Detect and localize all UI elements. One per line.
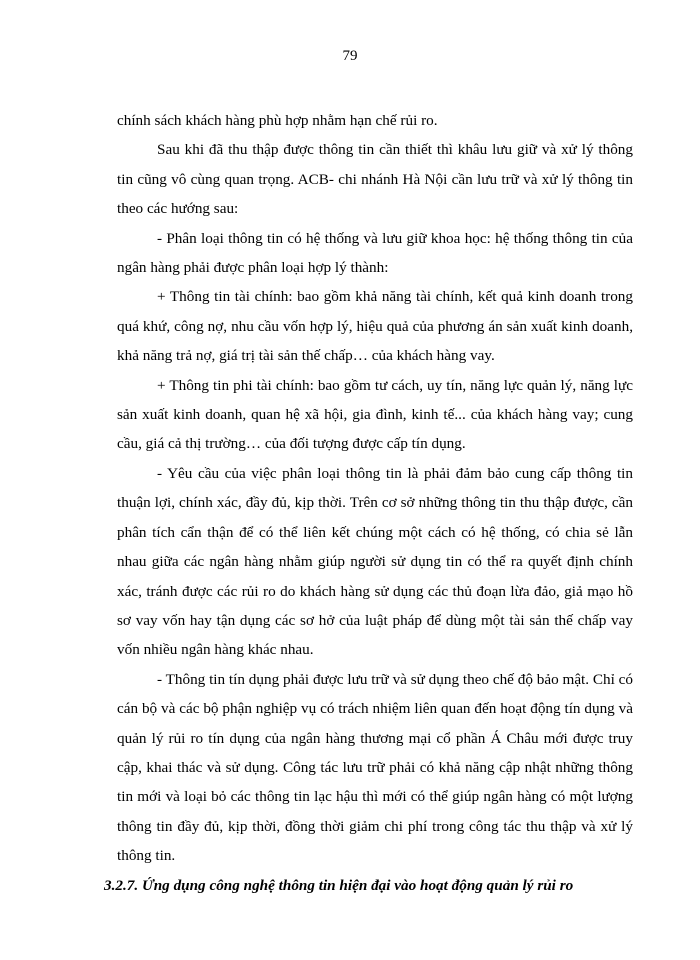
body-text	[104, 106, 633, 900]
paragraph-4: + Thông tin tài chính: bao gồm khả năng tài chính, kết quả kinh doanh trong quá khứ, công nợ, nhu cầu vốn hợp lý, hiệu quả của phương án sản xuất kinh doanh, khả năng trả nợ, giá trị tài sản thế chấp… của khách hàng vay.	[117, 288, 633, 365]
paragraph-3: - Phân loại thông tin có hệ thống và lưu giữ khoa học: hệ thống thông tin của ngân hàng phải được phân loại hợp lý thành:	[117, 229, 633, 277]
paragraph-1: chính sách khách hàng phù hợp nhằm hạn chế rủi ro.	[117, 112, 438, 129]
paragraph-5: + Thông tin phi tài chính: bao gồm tư cách, uy tín, năng lực quản lý, năng lực sản xuất kinh doanh, quan hệ xã hội, gia đình, kinh tế... của khách hàng vay; cung cầu, giá cả thị trường… của đối tượng được cấp tín dụng.	[117, 376, 633, 453]
paragraph-2: Sau khi đã thu thập được thông tin cần thiết thì khâu lưu giữ và xử lý thông tin cũng vô cùng quan trọng. ACB- chi nhánh Hà Nội cần lưu trữ và xử lý thông tin theo các hướng sau:	[117, 141, 633, 218]
page-number: 79	[342, 48, 358, 64]
paragraph-6: - Yêu cầu của việc phân loại thông tin là phải đảm bảo cung cấp thông tin thuận lợi, chính xác, đầy đủ, kịp thời. Trên cơ sở những thông tin thu thập được, cần phân tích cẩn thận để có thể liên kết chúng một cách có hệ thống, có chia sẻ lẫn nhau giữa các ngân hàng nhằm giúp người sử dụng tin có thể ra quyết định chính xác, tránh được các rủi ro do khách hàng sử dụng các thủ đoạn lừa đảo, giả mạo hồ sơ vay vốn hay tận dụng các sơ hở của luật pháp để dùng một tài sản thế chấp vay vốn nhiều ngân hàng khác nhau.	[117, 464, 633, 659]
paragraph-7: - Thông tin tín dụng phải được lưu trữ và sử dụng theo chế độ bảo mật. Chỉ có cán bộ và các bộ phận nghiệp vụ có trách nhiệm liên quan đến hoạt động tín dụng và quản lý rủi ro tín dụng của ngân hàng thương mại cổ phần Á Châu mới được truy cập, khai thác và sử dụng. Công tác lưu trữ phải có khả năng cập nhật những thông tin mới và loại bỏ các thông tin lạc hậu thì mới có thể giúp ngân hàng có một lượng thông tin đầy đủ, kịp thời, đồng thời giảm chi phí trong công tác thu thập và xử lý thông tin.	[117, 670, 633, 865]
section-heading: 3.2.7. Ứng dụng công nghệ thông tin hiện đại vào hoạt động quản lý rủi ro	[104, 876, 574, 894]
